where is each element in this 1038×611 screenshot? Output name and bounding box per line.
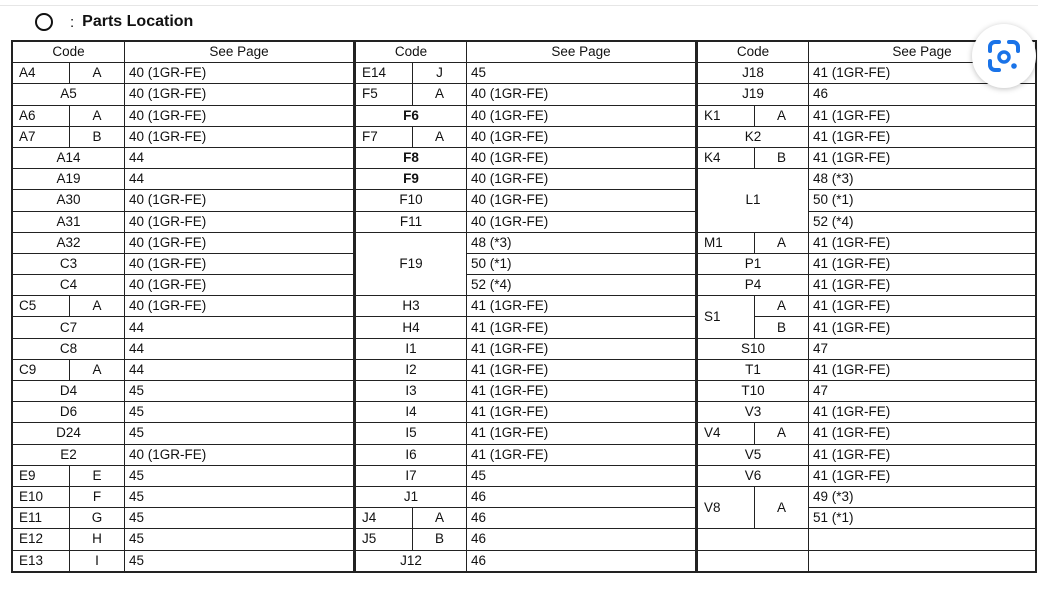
table-row <box>13 486 354 507</box>
page-cell: 41 (1GR-FE) <box>809 317 1036 338</box>
code-cell: E14 <box>356 63 413 84</box>
connector-cell: B <box>755 317 809 338</box>
table-row <box>356 550 696 571</box>
code-cell: V6 <box>698 465 809 486</box>
page-cell: 41 (1GR-FE) <box>467 359 696 380</box>
code-cell: I2 <box>356 359 467 380</box>
table-row <box>698 296 1036 317</box>
page-cell: 40 (1GR-FE) <box>125 190 354 211</box>
page-cell: 49 (*3) <box>809 486 1036 507</box>
table-row <box>698 423 1036 444</box>
table-group-3 <box>696 41 1036 572</box>
code-cell: J1 <box>356 486 467 507</box>
table-row <box>13 253 354 274</box>
table-row <box>698 359 1036 380</box>
code-cell: I1 <box>356 338 467 359</box>
page-cell: 45 <box>125 508 354 529</box>
see-page-header: See Page <box>467 42 696 63</box>
code-header: Code <box>698 42 809 63</box>
google-lens-button[interactable] <box>972 24 1036 88</box>
table-row <box>13 63 354 84</box>
connector-cell: G <box>70 508 125 529</box>
table-row <box>13 126 354 147</box>
table-row <box>698 232 1036 253</box>
code-cell: T10 <box>698 381 809 402</box>
page-cell: 41 (1GR-FE) <box>809 402 1036 423</box>
page-cell: 45 <box>125 423 354 444</box>
code-cell: C8 <box>13 338 125 359</box>
table-row <box>698 529 1036 550</box>
code-cell: F9 <box>356 169 467 190</box>
code-cell: C5 <box>13 296 70 317</box>
table-row <box>13 317 354 338</box>
page-cell: 45 <box>125 465 354 486</box>
code-cell: M1 <box>698 232 755 253</box>
table-row <box>356 317 696 338</box>
table-row <box>698 550 1036 571</box>
code-cell: F5 <box>356 84 413 105</box>
code-cell: E10 <box>13 486 70 507</box>
connector-cell: J <box>413 63 467 84</box>
code-cell <box>698 550 809 571</box>
page-cell: 40 (1GR-FE) <box>467 84 696 105</box>
table-row <box>13 232 354 253</box>
table-row <box>13 465 354 486</box>
code-cell: A30 <box>13 190 125 211</box>
code-cell: F7 <box>356 126 413 147</box>
page-cell: 40 (1GR-FE) <box>467 169 696 190</box>
parts-location-table <box>11 40 1037 573</box>
page-cell: 41 (1GR-FE) <box>809 423 1036 444</box>
table-row <box>13 211 354 232</box>
code-cell: J12 <box>356 550 467 571</box>
page-cell: 45 <box>125 402 354 423</box>
table-row <box>356 338 696 359</box>
code-cell: A31 <box>13 211 125 232</box>
code-cell: K1 <box>698 105 755 126</box>
table-group-2 <box>354 41 696 572</box>
connector-cell: I <box>70 550 125 571</box>
code-cell: S10 <box>698 338 809 359</box>
page-cell: 40 (1GR-FE) <box>125 63 354 84</box>
table-row <box>13 381 354 402</box>
page-cell: 45 <box>125 486 354 507</box>
page-cell: 41 (1GR-FE) <box>809 444 1036 465</box>
page-cell: 52 (*4) <box>809 211 1036 232</box>
code-cell: F8 <box>356 147 467 168</box>
code-cell: I3 <box>356 381 467 402</box>
code-cell: V8 <box>698 486 755 528</box>
table-row <box>698 381 1036 402</box>
code-cell: E11 <box>13 508 70 529</box>
table-row <box>698 84 1036 105</box>
code-cell: H4 <box>356 317 467 338</box>
page-cell: 41 (1GR-FE) <box>809 253 1036 274</box>
code-cell: E13 <box>13 550 70 571</box>
code-header: Code <box>13 42 125 63</box>
table-row <box>356 84 696 105</box>
table-row <box>356 465 696 486</box>
code-cell: E2 <box>13 444 125 465</box>
table-row <box>356 190 696 211</box>
page-cell: 45 <box>125 550 354 571</box>
table-row <box>356 486 696 507</box>
code-cell: I5 <box>356 423 467 444</box>
code-cell: F6 <box>356 105 467 126</box>
table-row <box>13 190 354 211</box>
table-row <box>356 402 696 423</box>
table-row <box>13 296 354 317</box>
connector-cell: A <box>70 105 125 126</box>
page-cell: 44 <box>125 169 354 190</box>
page-cell: 44 <box>125 317 354 338</box>
connector-cell: A <box>755 232 809 253</box>
code-cell: C7 <box>13 317 125 338</box>
code-cell: P4 <box>698 275 809 296</box>
page-cell: 40 (1GR-FE) <box>125 126 354 147</box>
table-row <box>13 508 354 529</box>
connector-cell: A <box>70 63 125 84</box>
code-cell: J18 <box>698 63 809 84</box>
table-row <box>356 211 696 232</box>
page-cell: 45 <box>467 465 696 486</box>
page-cell: 41 (1GR-FE) <box>467 423 696 444</box>
table-row <box>356 508 696 529</box>
connector-cell: B <box>755 147 809 168</box>
page-cell: 44 <box>125 147 354 168</box>
page-cell: 40 (1GR-FE) <box>467 105 696 126</box>
code-cell: K4 <box>698 147 755 168</box>
see-page-header: See Page <box>125 42 354 63</box>
header-row <box>356 42 696 63</box>
connector-cell: F <box>70 486 125 507</box>
code-cell: F19 <box>356 232 467 296</box>
page-cell: 50 (*1) <box>467 253 696 274</box>
code-cell: J5 <box>356 529 413 550</box>
page-cell: 41 (1GR-FE) <box>467 338 696 359</box>
connector-cell: A <box>70 296 125 317</box>
table-row <box>356 126 696 147</box>
table-row <box>13 550 354 571</box>
header-row <box>13 42 354 63</box>
connector-cell: A <box>755 296 809 317</box>
code-cell: V3 <box>698 402 809 423</box>
page-cell: 41 (1GR-FE) <box>467 381 696 402</box>
connector-cell: A <box>755 105 809 126</box>
page-cell: 47 <box>809 381 1036 402</box>
page-cell: 40 (1GR-FE) <box>467 126 696 147</box>
code-cell: J19 <box>698 84 809 105</box>
code-cell: C3 <box>13 253 125 274</box>
code-cell: C9 <box>13 359 70 380</box>
code-cell: A4 <box>13 63 70 84</box>
table-group-1 <box>12 41 354 572</box>
header-colon: : <box>70 13 75 31</box>
connector-cell: A <box>413 126 467 147</box>
code-cell: D24 <box>13 423 125 444</box>
table-row <box>698 338 1036 359</box>
page-cell: 41 (1GR-FE) <box>467 444 696 465</box>
page-cell: 46 <box>809 84 1036 105</box>
page-cell: 50 (*1) <box>809 190 1036 211</box>
table-row <box>356 529 696 550</box>
page-cell: 45 <box>125 529 354 550</box>
connector-cell: A <box>413 84 467 105</box>
table-1 <box>12 41 354 572</box>
table-row <box>356 381 696 402</box>
page-cell: 46 <box>467 508 696 529</box>
table-3 <box>697 41 1036 572</box>
page-cell: 41 (1GR-FE) <box>467 317 696 338</box>
code-cell: F11 <box>356 211 467 232</box>
connector-cell: A <box>413 508 467 529</box>
table-row <box>698 147 1036 168</box>
page-cell: 41 (1GR-FE) <box>809 232 1036 253</box>
page-cell: 40 (1GR-FE) <box>125 275 354 296</box>
page-cell: 41 (1GR-FE) <box>809 275 1036 296</box>
see-page-header: See Page <box>809 42 1036 63</box>
page-cell: 45 <box>125 381 354 402</box>
page-cell: 41 (1GR-FE) <box>467 402 696 423</box>
table-row <box>698 402 1036 423</box>
code-cell: A14 <box>13 147 125 168</box>
table-row <box>698 169 1036 190</box>
code-cell: J4 <box>356 508 413 529</box>
table-row <box>698 444 1036 465</box>
code-cell: V4 <box>698 423 755 444</box>
code-cell: I7 <box>356 465 467 486</box>
table-row <box>13 147 354 168</box>
page-cell: 51 (*1) <box>809 508 1036 529</box>
code-cell: D6 <box>13 402 125 423</box>
page-cell: 41 (1GR-FE) <box>809 359 1036 380</box>
code-cell: S1 <box>698 296 755 338</box>
page-cell: 40 (1GR-FE) <box>125 444 354 465</box>
page-cell: 44 <box>125 338 354 359</box>
table-row <box>13 275 354 296</box>
page-cell: 45 <box>467 63 696 84</box>
code-cell: A5 <box>13 84 125 105</box>
page-cell: 40 (1GR-FE) <box>125 232 354 253</box>
table-row <box>698 486 1036 507</box>
table-row <box>356 232 696 253</box>
page-cell: 44 <box>125 359 354 380</box>
connector-cell: B <box>413 529 467 550</box>
table-row <box>13 105 354 126</box>
page-title: Parts Location <box>82 13 194 30</box>
table-row <box>356 63 696 84</box>
page-cell: 46 <box>467 486 696 507</box>
page-cell: 40 (1GR-FE) <box>467 211 696 232</box>
code-cell <box>698 529 809 550</box>
table-row <box>356 444 696 465</box>
code-cell: F10 <box>356 190 467 211</box>
table-row <box>698 126 1036 147</box>
code-cell: T1 <box>698 359 809 380</box>
connector-cell: H <box>70 529 125 550</box>
table-2 <box>355 41 696 572</box>
connector-cell: A <box>755 423 809 444</box>
code-cell: A32 <box>13 232 125 253</box>
page-cell: 40 (1GR-FE) <box>125 296 354 317</box>
table-row <box>13 84 354 105</box>
table-row <box>356 423 696 444</box>
table-row <box>13 444 354 465</box>
table-row <box>698 465 1036 486</box>
code-cell: P1 <box>698 253 809 274</box>
code-cell: H3 <box>356 296 467 317</box>
page-cell: 40 (1GR-FE) <box>125 211 354 232</box>
table-row <box>13 529 354 550</box>
table-row <box>698 105 1036 126</box>
table-row <box>13 169 354 190</box>
code-cell: A7 <box>13 126 70 147</box>
table-row <box>698 253 1036 274</box>
page-cell: 46 <box>467 550 696 571</box>
code-cell: C4 <box>13 275 125 296</box>
connector-cell: E <box>70 465 125 486</box>
page-cell: 41 (1GR-FE) <box>809 105 1036 126</box>
code-header: Code <box>356 42 467 63</box>
page-cell: 48 (*3) <box>809 169 1036 190</box>
code-cell: E12 <box>13 529 70 550</box>
page-cell: 41 (1GR-FE) <box>809 126 1036 147</box>
table-row <box>13 359 354 380</box>
circle-icon <box>35 13 53 31</box>
page-cell: 41 (1GR-FE) <box>809 465 1036 486</box>
page-cell: 40 (1GR-FE) <box>467 147 696 168</box>
page-cell: 40 (1GR-FE) <box>125 253 354 274</box>
page-cell: 48 (*3) <box>467 232 696 253</box>
page-cell <box>809 550 1036 571</box>
top-divider <box>0 5 1038 6</box>
code-cell: I4 <box>356 402 467 423</box>
connector-cell: A <box>755 486 809 528</box>
table-row <box>13 402 354 423</box>
table-row <box>356 296 696 317</box>
page-cell: 46 <box>467 529 696 550</box>
page-cell <box>809 529 1036 550</box>
code-cell: K2 <box>698 126 809 147</box>
table-row <box>356 359 696 380</box>
page-cell: 40 (1GR-FE) <box>125 84 354 105</box>
table-row <box>356 105 696 126</box>
code-cell: L1 <box>698 169 809 233</box>
page-cell: 41 (1GR-FE) <box>809 63 1036 84</box>
code-cell: V5 <box>698 444 809 465</box>
table-row <box>698 275 1036 296</box>
page-cell: 40 (1GR-FE) <box>125 105 354 126</box>
code-cell: I6 <box>356 444 467 465</box>
code-cell: A6 <box>13 105 70 126</box>
page-cell: 47 <box>809 338 1036 359</box>
page-cell: 40 (1GR-FE) <box>467 190 696 211</box>
page-cell: 41 (1GR-FE) <box>809 147 1036 168</box>
page-cell: 41 (1GR-FE) <box>809 296 1036 317</box>
table-row <box>13 423 354 444</box>
connector-cell: A <box>70 359 125 380</box>
table-row <box>356 147 696 168</box>
page-cell: 41 (1GR-FE) <box>467 296 696 317</box>
code-cell: A19 <box>13 169 125 190</box>
table-row <box>356 169 696 190</box>
page-cell: 52 (*4) <box>467 275 696 296</box>
section-header <box>35 10 193 34</box>
google-lens-icon <box>984 36 1024 76</box>
table-row <box>13 338 354 359</box>
code-cell: D4 <box>13 381 125 402</box>
code-cell: E9 <box>13 465 70 486</box>
connector-cell: B <box>70 126 125 147</box>
